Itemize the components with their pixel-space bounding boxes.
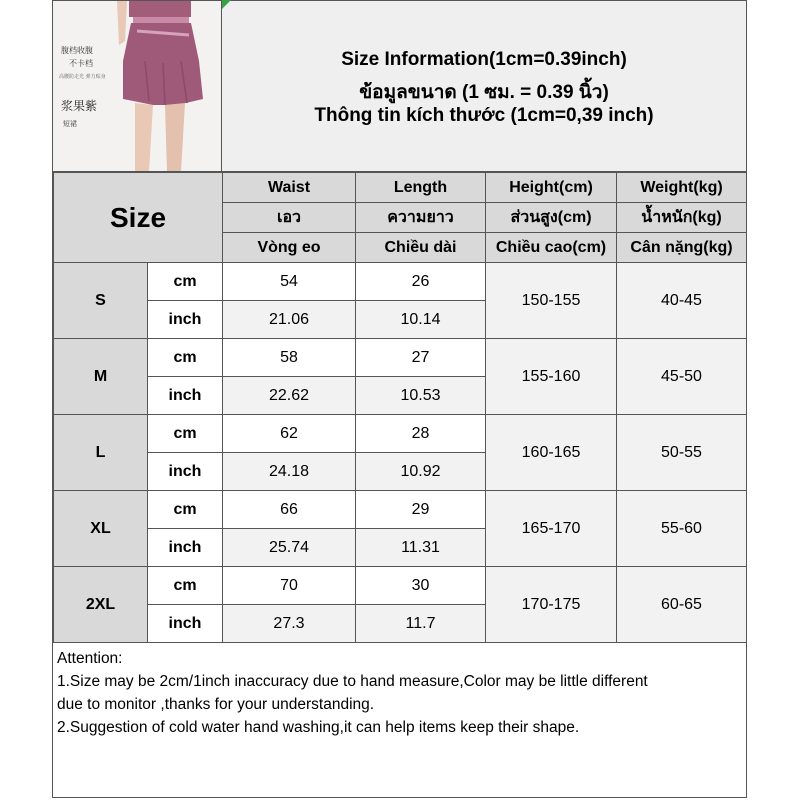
col-header-height-en: Height(cm) — [486, 173, 617, 203]
title-vietnamese: Thông tin kích thước (1cm=0,39 inch) — [314, 105, 654, 126]
waist-inch: 22.62 — [223, 377, 356, 415]
waist-cm: 66 — [223, 491, 356, 529]
length-inch: 11.31 — [356, 529, 486, 567]
unit-inch: inch — [148, 301, 223, 339]
table-row — [54, 567, 747, 605]
weight-range: 60-65 — [617, 567, 747, 643]
size-info-title — [222, 1, 746, 172]
waist-inch: 21.06 — [223, 301, 356, 339]
table-row — [54, 339, 747, 377]
size-label: M — [54, 339, 148, 415]
size-label: XL — [54, 491, 148, 567]
unit-inch: inch — [148, 605, 223, 643]
col-header-waist-en: Waist — [223, 173, 356, 203]
unit-cm: cm — [148, 339, 223, 377]
col-header-weight-en: Weight(kg) — [617, 173, 747, 203]
weight-range: 55-60 — [617, 491, 747, 567]
unit-cm: cm — [148, 415, 223, 453]
photo-caption-2: 不卡档 — [69, 59, 93, 68]
length-cm: 27 — [356, 339, 486, 377]
weight-range: 45-50 — [617, 339, 747, 415]
col-header-height-vi: Chiều cao(cm) — [486, 233, 617, 263]
photo-caption-color: 浆果紫 — [61, 99, 98, 113]
waist-inch: 25.74 — [223, 529, 356, 567]
waist-cm: 54 — [223, 263, 356, 301]
length-inch: 10.53 — [356, 377, 486, 415]
col-header-length-en: Length — [356, 173, 486, 203]
height-range: 155-160 — [486, 339, 617, 415]
height-range: 170-175 — [486, 567, 617, 643]
note-1-continued: due to monitor ,thanks for your understanding. — [57, 696, 375, 713]
waist-cm: 58 — [223, 339, 356, 377]
unit-inch: inch — [148, 529, 223, 567]
size-table — [53, 172, 747, 643]
col-header-weight-vi: Cân nặng(kg) — [617, 233, 747, 263]
waist-inch: 27.3 — [223, 605, 356, 643]
note-2: 2.Suggestion of cold water hand washing,it can help items keep their shape. — [57, 719, 580, 736]
length-cm: 30 — [356, 567, 486, 605]
note-1: 1.Size may be 2cm/1inch inaccuracy due to hand measure,Color may be little different — [57, 673, 648, 690]
waist-cm: 62 — [223, 415, 356, 453]
table-row — [54, 263, 747, 301]
photo-caption-type: 短裙 — [63, 120, 77, 128]
weight-range: 50-55 — [617, 415, 747, 491]
length-cm: 26 — [356, 263, 486, 301]
col-header-waist-vi: Vòng eo — [223, 233, 356, 263]
size-label: L — [54, 415, 148, 491]
unit-inch: inch — [148, 377, 223, 415]
length-cm: 29 — [356, 491, 486, 529]
title-english: Size Information(1cm=0.39inch) — [341, 49, 627, 70]
skirt-model-image — [53, 1, 222, 172]
photo-caption-3: 高腰防走光 弹力贴身 — [59, 74, 106, 80]
unit-cm: cm — [148, 567, 223, 605]
table-row — [54, 415, 747, 453]
height-range: 165-170 — [486, 491, 617, 567]
col-header-height-th: ส่วนสูง(cm) — [486, 203, 617, 233]
length-cm: 28 — [356, 415, 486, 453]
col-header-weight-th: น้ำหนัก(kg) — [617, 203, 747, 233]
weight-range: 40-45 — [617, 263, 747, 339]
waist-cm: 70 — [223, 567, 356, 605]
corner-marker — [222, 0, 231, 9]
table-row — [54, 491, 747, 529]
size-header: Size — [54, 173, 223, 263]
unit-cm: cm — [148, 491, 223, 529]
photo-caption-1: 腹档收腹 — [61, 46, 93, 55]
size-label: S — [54, 263, 148, 339]
product-photo — [53, 1, 222, 172]
height-range: 150-155 — [486, 263, 617, 339]
col-header-length-th: ความยาว — [356, 203, 486, 233]
unit-inch: inch — [148, 453, 223, 491]
length-inch: 10.14 — [356, 301, 486, 339]
waist-inch: 24.18 — [223, 453, 356, 491]
size-label: 2XL — [54, 567, 148, 643]
col-header-waist-th: เอว — [223, 203, 356, 233]
col-header-length-vi: Chiều dài — [356, 233, 486, 263]
notes-heading: Attention: — [57, 650, 123, 667]
height-range: 160-165 — [486, 415, 617, 491]
title-thai: ข้อมูลขนาด (1 ซม. = 0.39 นิ้ว) — [359, 82, 609, 103]
size-chart-sheet — [52, 0, 747, 798]
length-inch: 11.7 — [356, 605, 486, 643]
unit-cm: cm — [148, 263, 223, 301]
attention-notes — [57, 647, 747, 739]
length-inch: 10.92 — [356, 453, 486, 491]
